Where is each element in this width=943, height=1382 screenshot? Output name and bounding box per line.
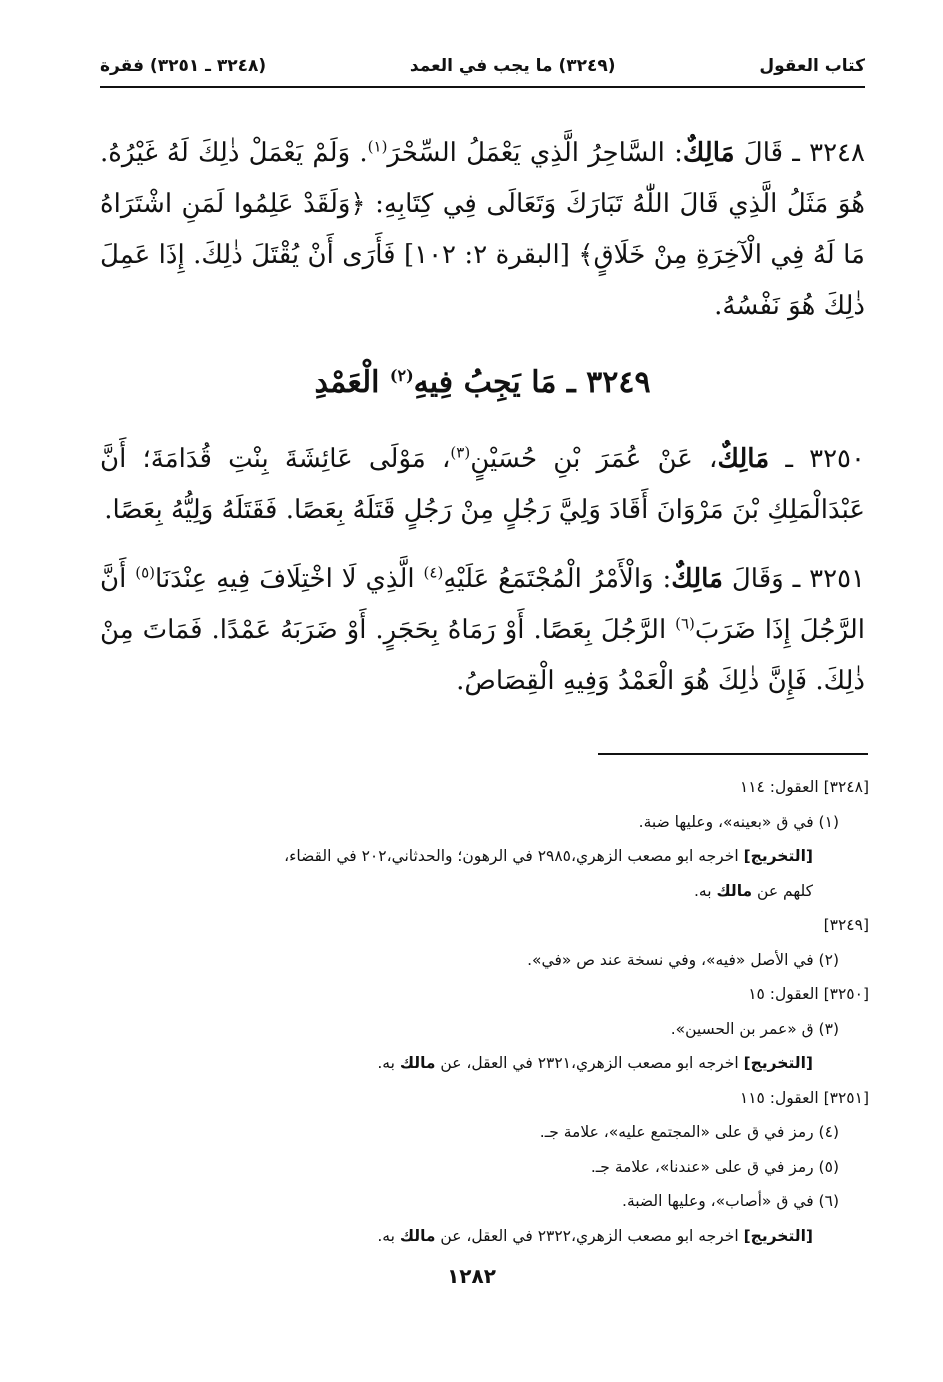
chapter-title: (٣٢٤٩) ما يجب في العمد [409,56,616,76]
running-header [100,46,865,88]
author-name: مَالِكٌ [671,564,723,594]
paragraph-3251 [100,554,865,707]
footnote-divider [598,753,868,755]
paragraph-number: ٣٢٥٠ [809,444,865,474]
paragraph-text: . وَلَمْ يَعْمَلْ ذٰلِكَ لَهُ غَيْرُهُ. هُوَ مَثَلُ الَّذِي قَالَ اللّٰهُ تَبَارَكَ وَتَعَالَى فِي كِتَابِهِ: ﴿وَلَقَدْ عَلِمُوا لَمَنِ اشْتَرَاهُ مَا لَهُ فِي الْآخِرَةِ مِنْ خَلَاقٍ﴾ [البقرة ٢: ١٠٢] فَأَرَى أَنْ يُقْتَلَ ذٰلِكَ. إِذَا عَمِلَ ذٰلِكَ هُوَ نَفْسُهُ. [100,138,865,321]
main-text [100,128,865,725]
footnote-marker: (٢) [389,366,414,385]
section-heading-text: الْعَمْدِ [314,365,390,400]
takhrij-text: به. [377,1054,400,1072]
paragraph-3250 [100,434,865,536]
paragraph-text: الرَّجُلَ بِعَصًا. أَوْ رَمَاهُ بِحَجَرٍ. أَوْ ضَرَبَهُ عَمْدًا. فَمَاتَ مِنْ ذٰلِكَ. فَإِنَّ ذٰلِكَ هُوَ الْعَمْدُ وَفِيهِ الْقِصَاصُ. [100,615,865,696]
paragraph-text: : وَالْأَمْرُ الْمُجْتَمَعُ عَلَيْهِ [443,564,672,594]
paragraph-lead: قَالَ [734,138,784,168]
takhrij-text: اخرجه ابو مصعب الزهري،٢٣٢١ في العقل، عن [435,1054,744,1072]
takhrij-note [100,1219,869,1254]
paragraph-text: أَنَّ الرَّجُلَ إِذَا ضَرَبَ [100,564,865,645]
section-heading [100,358,865,408]
author-name: مَالِكٌ [682,138,735,168]
footnote-marker: (٤) [423,563,444,582]
takhrij-text: كلهم عن [752,881,813,900]
author-name: مَالِكٌ [717,444,770,474]
footnote-note: (٣) ق «عمر بن الحسين». [670,1019,839,1038]
paragraph-text: ، مَوْلَى عَائِشَةَ بِنْتِ قُدَامَةَ؛ أَنَّ عَبْدَالْمَلِكِ بْنَ مَرْوَانَ أَقَادَ وَلِيَّ رَجُلٍ مِنْ رَجُلٍ قَتَلَهُ بِعَصًا. فَقَتَلَهُ وَلِيُّهُ بِعَصًا. [100,444,865,525]
dash: ـ [783,564,810,594]
takhrij-text: اخرجه ابو مصعب الزهري،٢٩٨٥ في الرهون؛ والحدثاني،٢٠٢ في القضاء، [284,847,744,865]
footnote-note: (٥) رمز في ق على «عندنا»، علامة جـ. [590,1157,839,1176]
takhrij-label: [التخريج] [743,1054,813,1072]
takhrij-author: مالك [399,1226,436,1245]
paragraph-number: ٣٢٥١ [809,564,866,594]
footnote-note: (٢) في الأصل «فيه»، وفي نسخة عند ص «في». [527,950,839,969]
takhrij-label: [التخريج] [743,1226,813,1245]
takhrij-note [100,839,869,874]
dash: ـ [769,444,810,474]
footnote-note: (٤) رمز في ق على «المجتمع عليه»، علامة جـ. [539,1123,839,1141]
paragraph-text: ، عَنْ عُمَرَ بْنِ حُسَيْنٍ [470,444,718,474]
paragraph-text: : السَّاحِرُ الَّذِي يَعْمَلُ السِّحْرَ [387,138,683,168]
footnote-reference: [٣٢٥٠] العقول: ١٥ [748,985,869,1003]
takhrij-text: به. [377,1226,400,1245]
footnote-marker: (١) [367,137,388,156]
paragraph-lead: وَقَالَ [722,564,784,594]
section-heading-text: ٣٢٤٩ ـ مَا يَجِبُ فِيهِ [413,365,651,400]
footnote-marker: (٣) [450,443,471,462]
footnote-note: (١) في ق «بعينه»، وعليها ضبة. [638,812,839,831]
footnote-reference: [٣٢٥١] العقول: ١١٥ [739,1088,869,1107]
dash: ـ [783,138,810,168]
takhrij-text: اخرجه ابو مصعب الزهري،٢٣٢٢ في العقل، عن [435,1226,744,1245]
takhrij-note-continued [100,874,869,909]
footnote-note: (٦) في ق «أصاب»، وعليها الضبة. [622,1192,839,1210]
takhrij-author: مالك [716,881,753,900]
takhrij-note [100,1046,869,1081]
paragraph-text: الَّذِي لَا اخْتِلَافَ فِيهِ عِنْدَنَا [155,564,424,594]
takhrij-label: [التخريج] [743,847,813,865]
paragraph-number: ٣٢٤٨ [809,138,865,168]
takhrij-author: مالك [399,1054,436,1072]
takhrij-text: به. [693,881,717,900]
paragraph-3248 [100,128,865,332]
footnote-reference: [٣٢٤٩] [823,916,869,934]
footnote-reference: [٣٢٤٨] العقول: ١١٤ [739,778,869,796]
book-title: كتاب العقول [759,56,865,76]
footnotes [100,770,869,1253]
footnote-marker: (٥) [135,563,156,582]
footnote-marker: (٦) [675,614,695,633]
page-number: ١٢٨٢ [447,1264,496,1288]
paragraph-range: (٣٢٤٨ ـ ٣٢٥١) فقرة [100,56,267,76]
